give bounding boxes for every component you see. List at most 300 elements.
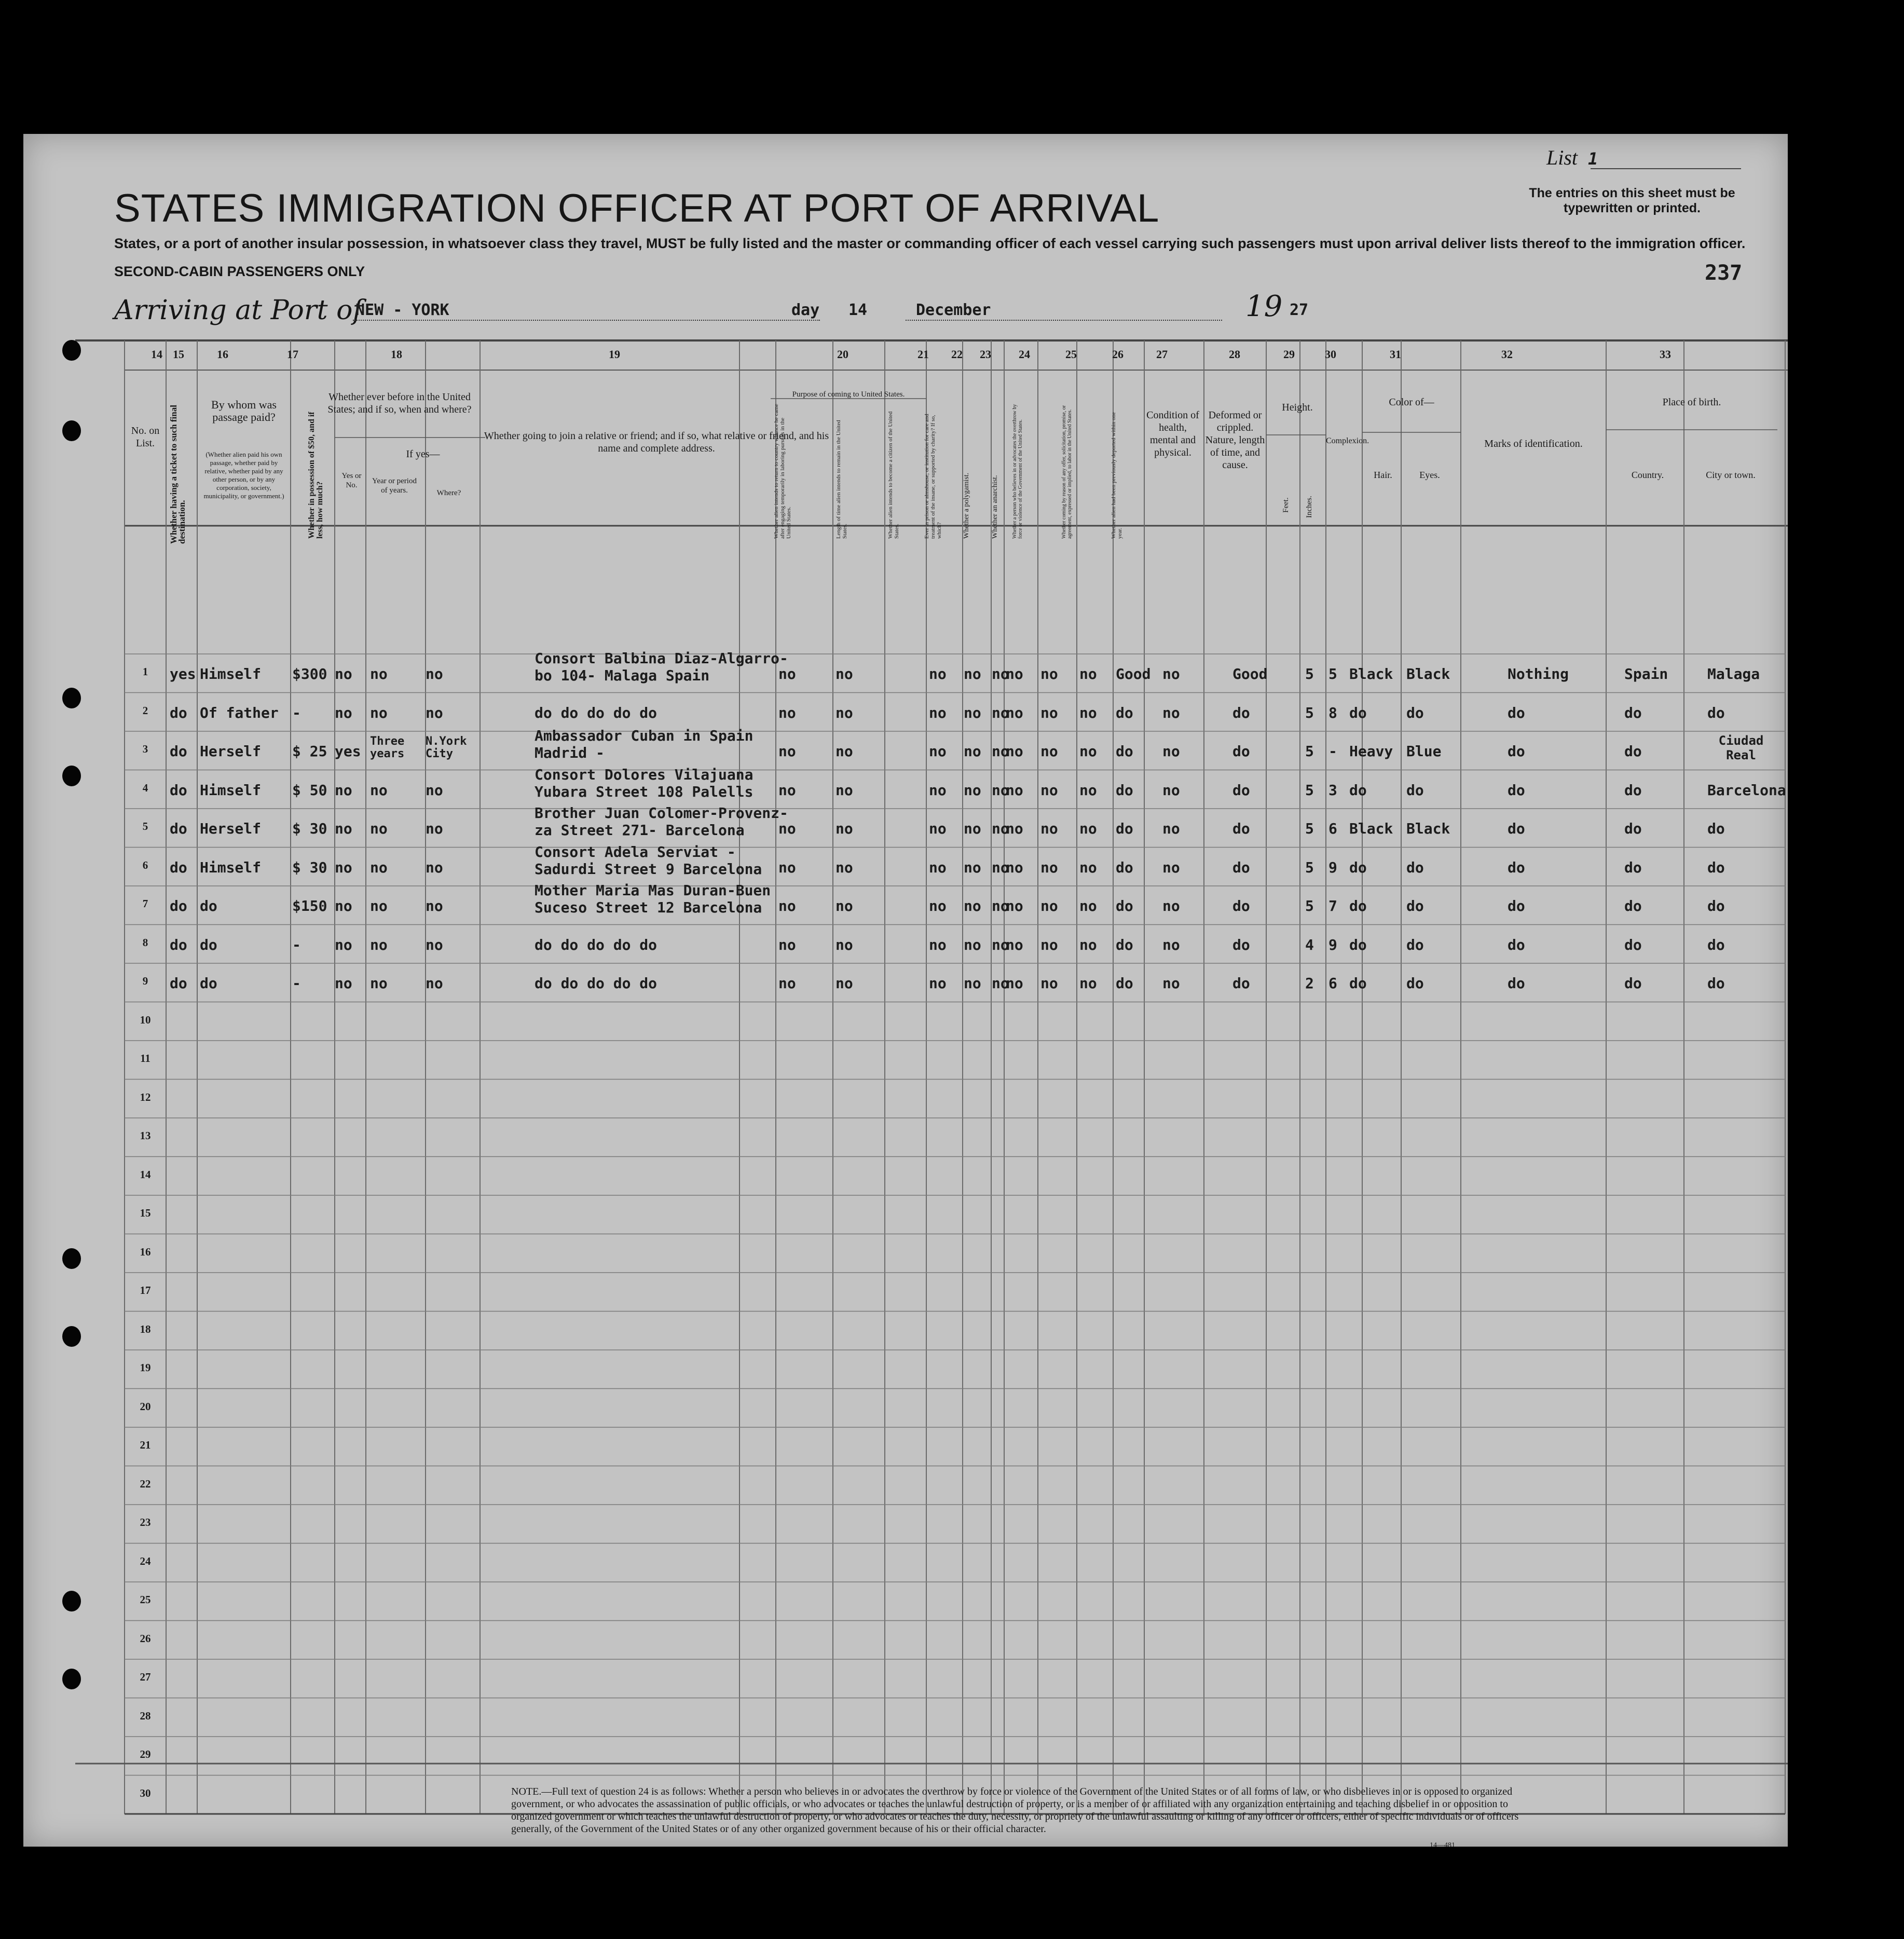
- cell-inches: 7: [1328, 897, 1337, 914]
- cell-hair: Black: [1349, 820, 1393, 837]
- col18-header: Whether ever before in the United States; and if so, when and where?: [327, 391, 472, 415]
- form-code: 14—481: [1430, 1841, 1455, 1847]
- cell-where: no: [426, 975, 443, 992]
- cell-join-line2: Yubara Street 108 Palells: [535, 783, 754, 800]
- cell-deformed: no: [1162, 781, 1180, 799]
- row-number: 15: [140, 1207, 151, 1219]
- cell-c20b: no: [835, 665, 853, 682]
- cell-marks: do: [1508, 704, 1525, 721]
- cell-money: -: [292, 704, 301, 721]
- row-number: 17: [140, 1284, 151, 1296]
- year-suffix: 27: [1290, 301, 1309, 319]
- cell-c20b: no: [835, 743, 853, 760]
- col33-country: Country.: [1631, 470, 1664, 480]
- list-number: 1: [1588, 149, 1598, 169]
- cell-before: no: [335, 704, 352, 721]
- col18-years: Year or period of years.: [372, 477, 417, 495]
- column-number: 17: [287, 348, 298, 361]
- cell-hair: do: [1349, 975, 1367, 992]
- cell-where: no: [426, 897, 443, 914]
- cell-inches: 5: [1328, 665, 1337, 682]
- cell-years: no: [370, 897, 388, 914]
- cell-feet: 5: [1305, 820, 1314, 837]
- cell-join-line1: Consort Balbina Diaz-Algarro-: [535, 650, 788, 667]
- col19-header: Whether going to join a relative or friend; and if so, what relative or friend, and his name and complete address.: [484, 430, 829, 454]
- cell-c20b: no: [835, 781, 853, 799]
- cell-hair: do: [1349, 936, 1367, 953]
- cell-paid: Himself: [200, 665, 262, 682]
- col26-header: Whether alien had been previously deported within one year.: [1111, 412, 1123, 539]
- row-number: 22: [140, 1477, 151, 1490]
- cell-before: no: [335, 858, 352, 876]
- col29-feet: Feet.: [1282, 497, 1290, 513]
- column-number: 31: [1390, 348, 1401, 361]
- column-number: 28: [1229, 348, 1240, 361]
- cell-feet: 5: [1305, 781, 1314, 799]
- cell-eyes: Black: [1406, 665, 1450, 682]
- cell-city: Barcelona: [1707, 781, 1786, 799]
- row-number: 28: [140, 1709, 151, 1722]
- cell-country: do: [1624, 781, 1642, 799]
- cell-c25: no: [1040, 975, 1058, 992]
- cell-before: no: [335, 665, 352, 682]
- cell-c20a: no: [778, 665, 796, 682]
- cell-join-line2: za Street 271- Barcelona: [535, 822, 745, 839]
- cell-deformed: no: [1162, 975, 1180, 992]
- cell-eyes: do: [1406, 897, 1424, 914]
- cell-city: do: [1707, 858, 1725, 876]
- column-number: 32: [1501, 348, 1513, 361]
- punch-hole: [62, 1591, 81, 1612]
- cell-country: do: [1624, 858, 1642, 876]
- cell-join-line2: Suceso Street 12 Barcelona: [535, 899, 762, 916]
- cell-country: do: [1624, 897, 1642, 914]
- cell-c22: no: [964, 820, 981, 837]
- page-title: STATES IMMIGRATION OFFICER AT PORT OF ARRIVAL: [114, 186, 1160, 230]
- cell-c25: no: [1040, 704, 1058, 721]
- cell-c25: no: [1040, 743, 1058, 760]
- cell-c26: no: [1079, 665, 1097, 682]
- col33-header: Place of birth.: [1662, 397, 1721, 408]
- row-number: 6: [142, 858, 148, 871]
- cell-c21: no: [929, 858, 947, 876]
- cell-ticket: do: [170, 781, 187, 799]
- cell-where: N.York City: [426, 735, 467, 760]
- cell-country: do: [1624, 820, 1642, 837]
- cell-join-line1: Consort Adela Serviat -: [535, 843, 736, 861]
- row-number: 7: [142, 897, 148, 910]
- cell-deformed: no: [1162, 743, 1180, 760]
- cell-c24: no: [1006, 743, 1023, 760]
- cell-c22: no: [964, 743, 981, 760]
- cell-before: no: [335, 781, 352, 799]
- cell-c21: no: [929, 665, 947, 682]
- cell-complexion: do: [1232, 858, 1250, 876]
- cell-years: no: [370, 820, 388, 837]
- cell-c26: no: [1079, 897, 1097, 914]
- cell-c21: no: [929, 781, 947, 799]
- cell-city: do: [1707, 897, 1725, 914]
- column-number: 22: [951, 348, 963, 361]
- cell-c22: no: [964, 665, 981, 682]
- row-number: 19: [140, 1361, 151, 1374]
- cell-before: no: [335, 820, 352, 837]
- cell-eyes: Black: [1406, 820, 1450, 837]
- column-number: 21: [917, 348, 929, 361]
- cell-c21: no: [929, 936, 947, 953]
- day-value: 14: [848, 301, 868, 319]
- cell-inches: 6: [1328, 820, 1337, 837]
- cell-years: no: [370, 704, 388, 721]
- cell-feet: 5: [1305, 665, 1314, 682]
- cell-complexion: do: [1232, 781, 1250, 799]
- punch-hole: [62, 1248, 81, 1269]
- cabin-label: SECOND-CABIN PASSENGERS ONLY: [114, 264, 365, 279]
- cell-years: no: [370, 781, 388, 799]
- cell-country: do: [1624, 975, 1642, 992]
- cell-c20b: no: [835, 975, 853, 992]
- cell-c22: no: [964, 897, 981, 914]
- cell-eyes: do: [1406, 704, 1424, 721]
- cell-join-line1: Ambassador Cuban in Spain: [535, 727, 754, 744]
- col28-header: Deformed or crippled. Nature, length of time, and cause.: [1205, 409, 1265, 471]
- cell-c24: no: [1006, 781, 1023, 799]
- cell-years: Three years: [370, 735, 405, 760]
- cell-eyes: do: [1406, 858, 1424, 876]
- cell-c24: no: [1006, 897, 1023, 914]
- cell-complexion: do: [1232, 936, 1250, 953]
- cell-c20b: no: [835, 820, 853, 837]
- cell-c26: no: [1079, 820, 1097, 837]
- cell-before: no: [335, 897, 352, 914]
- row-number: 21: [140, 1439, 151, 1451]
- column-number: 15: [173, 348, 184, 361]
- col16-header: By whom was passage paid?: [211, 398, 277, 424]
- cell-c25: no: [1040, 897, 1058, 914]
- cell-c26: no: [1079, 704, 1097, 721]
- cell-paid: Herself: [200, 820, 262, 837]
- cell-c25: no: [1040, 858, 1058, 876]
- cell-marks: do: [1508, 975, 1525, 992]
- cell-c22: no: [964, 858, 981, 876]
- cell-c24: no: [1006, 665, 1023, 682]
- cell-c23: no: [992, 897, 1009, 914]
- col18-yesno: Yes or No.: [341, 472, 362, 489]
- punch-hole: [62, 1326, 81, 1347]
- cell-feet: 4: [1305, 936, 1314, 953]
- col15-header: Whether having a ticket to such final destination.: [169, 405, 187, 544]
- page-subtitle: States, or a port of another insular possession, in whatsoever class they travel, MUST be fully listed and the master or commanding officer of each vessel carrying such passengers must upon arrival deliver lists thereof to the immigration officer.: [114, 236, 1746, 251]
- cell-c22: no: [964, 936, 981, 953]
- col18-ifyes: If yes—: [406, 448, 440, 460]
- cell-c25: no: [1040, 781, 1058, 799]
- col33-city: City or town.: [1706, 470, 1756, 480]
- footer-note: NOTE.—Full text of question 24 is as follows: Whether a person who believes in or advocates the overthrow by force or violence of the Government of the United States or of all forms of law, or who disbelieves in or is opposed to organized government, or who advocates the assassination of public officials, or who advocates or teaches the unlawful destruction of property, or is a member of or affiliated with any organization entertaining and teaching disbelief in or opposition to organized government or which teaches the unlawful destruction of property, or who advocates or teaches the duty, necessity, or propriety of the unlawful assaulting or killing of any officer or officers, either of specific individuals or of officers generally, of the Government of the United States or of any other organized government because of his or their official character.: [511, 1786, 1519, 1835]
- row-number: 16: [140, 1245, 151, 1258]
- row-number: 23: [140, 1516, 151, 1528]
- cell-c21: no: [929, 897, 947, 914]
- col29-inches: Inches.: [1305, 496, 1313, 518]
- cell-marks: do: [1508, 858, 1525, 876]
- cell-city: Ciudad Real: [1718, 733, 1764, 762]
- cell-eyes: Blue: [1406, 743, 1442, 760]
- cell-c22: no: [964, 781, 981, 799]
- month-value: December: [916, 301, 991, 319]
- column-number: 16: [217, 348, 228, 361]
- row-number: 11: [140, 1052, 150, 1064]
- cell-c20a: no: [778, 858, 796, 876]
- cell-join-line2: Sadurdi Street 9 Barcelona: [535, 860, 762, 878]
- cell-hair: Black: [1349, 665, 1393, 682]
- col20c-header: Whether alien intends to become a citizen of the United States.: [887, 411, 900, 539]
- cell-c24: no: [1006, 858, 1023, 876]
- cell-c20a: no: [778, 975, 796, 992]
- page-number: 237: [1705, 261, 1743, 285]
- cell-city: do: [1707, 975, 1725, 992]
- cell-money: $ 30: [292, 820, 327, 837]
- cell-country: do: [1624, 936, 1642, 953]
- row-number: 18: [140, 1322, 151, 1335]
- cell-eyes: do: [1406, 781, 1424, 799]
- cell-join-line2: bo 104- Malaga Spain: [535, 667, 710, 684]
- column-number: 24: [1019, 348, 1030, 361]
- cell-c24: no: [1006, 975, 1023, 992]
- cell-ticket: do: [170, 936, 187, 953]
- cell-ticket: yes: [170, 665, 196, 682]
- cell-before: no: [335, 936, 352, 953]
- cell-marks: do: [1508, 781, 1525, 799]
- cell-money: $300: [292, 665, 327, 682]
- punch-hole: [62, 420, 81, 441]
- cell-hair: Heavy: [1349, 743, 1393, 760]
- cell-c20a: no: [778, 743, 796, 760]
- cell-complexion: do: [1232, 820, 1250, 837]
- cell-inches: -: [1328, 743, 1337, 760]
- cell-ticket: do: [170, 820, 187, 837]
- cell-city: Malaga: [1707, 665, 1760, 682]
- cell-c20a: no: [778, 936, 796, 953]
- cell-marks: do: [1508, 743, 1525, 760]
- cell-c26: no: [1079, 858, 1097, 876]
- row-number: 5: [142, 820, 148, 832]
- col31-header: Color of—: [1389, 397, 1434, 408]
- cell-marks: Nothing: [1508, 665, 1569, 682]
- column-number: 29: [1283, 348, 1295, 361]
- column-number: 14: [151, 348, 162, 361]
- cell-health: do: [1116, 936, 1133, 953]
- cell-paid: Herself: [200, 743, 262, 760]
- cell-feet: 2: [1305, 975, 1314, 992]
- cell-health: Good: [1116, 665, 1151, 682]
- cell-years: no: [370, 975, 388, 992]
- cell-money: $ 25: [292, 743, 327, 760]
- column-number: 26: [1112, 348, 1124, 361]
- row-number: 30: [140, 1786, 151, 1799]
- cell-money: -: [292, 975, 301, 992]
- cell-deformed: no: [1162, 897, 1180, 914]
- col16-note: (Whether alien paid his own passage, whether paid by relative, whether paid by any other person, or by any corporation, society, municipality, or government.): [203, 450, 284, 500]
- arriving-label: Arriving at Port of: [114, 295, 363, 326]
- cell-country: Spain: [1624, 665, 1668, 682]
- cell-join-line1: do do do do do: [535, 704, 658, 721]
- punch-hole: [62, 1669, 81, 1689]
- row-number: 24: [140, 1554, 151, 1567]
- cell-join-line1: do do do do do: [535, 975, 658, 992]
- cell-paid: do: [200, 975, 217, 992]
- cell-health: do: [1116, 897, 1133, 914]
- manifest-sheet: [23, 134, 1788, 1847]
- row-number: 8: [142, 936, 148, 949]
- cell-feet: 5: [1305, 858, 1314, 876]
- cell-c21: no: [929, 704, 947, 721]
- cell-c26: no: [1079, 936, 1097, 953]
- cell-c23: no: [992, 704, 1009, 721]
- row-number: 2: [142, 704, 148, 717]
- cell-money: -: [292, 936, 301, 953]
- cell-c25: no: [1040, 665, 1058, 682]
- cell-c22: no: [964, 975, 981, 992]
- cell-health: do: [1116, 704, 1133, 721]
- col20a-header: Whether alien intends to return to country whence he came after engaging temporarily in laboring pursuits in the United States.: [773, 404, 792, 539]
- cell-c23: no: [992, 820, 1009, 837]
- day-label: day: [791, 301, 820, 319]
- cell-money: $150: [292, 897, 327, 914]
- cell-where: no: [426, 820, 443, 837]
- cell-hair: do: [1349, 781, 1367, 799]
- cell-join-line1: do do do do do: [535, 936, 658, 953]
- col29-header: Height.: [1282, 402, 1313, 413]
- cell-paid: Himself: [200, 858, 262, 876]
- typewritten-instruction: The entries on this sheet must be typewritten or printed.: [1529, 186, 1735, 215]
- cell-years: no: [370, 936, 388, 953]
- cell-where: no: [426, 704, 443, 721]
- cell-c21: no: [929, 975, 947, 992]
- cell-where: no: [426, 665, 443, 682]
- cell-c20a: no: [778, 820, 796, 837]
- cell-health: do: [1116, 858, 1133, 876]
- cell-c20a: no: [778, 704, 796, 721]
- cell-deformed: no: [1162, 858, 1180, 876]
- cell-c20b: no: [835, 858, 853, 876]
- cell-c24: no: [1006, 820, 1023, 837]
- cell-c24: no: [1006, 936, 1023, 953]
- punch-hole: [62, 688, 81, 708]
- row-number: 26: [140, 1632, 151, 1645]
- cell-ticket: do: [170, 743, 187, 760]
- cell-c23: no: [992, 665, 1009, 682]
- row-number: 10: [140, 1013, 151, 1026]
- cell-ticket: do: [170, 897, 187, 914]
- cell-eyes: do: [1406, 936, 1424, 953]
- cell-feet: 5: [1305, 704, 1314, 721]
- cell-country: do: [1624, 704, 1642, 721]
- col18-where: Where?: [436, 489, 461, 497]
- cell-c25: no: [1040, 820, 1058, 837]
- cell-inches: 6: [1328, 975, 1337, 992]
- cell-join-line1: Mother Maria Mas Duran-Buen: [535, 882, 771, 899]
- col20-header: Purpose of coming to United States.: [792, 390, 905, 399]
- col20b-header: Length of time alien intends to remain in the United States.: [835, 420, 848, 539]
- cell-ticket: do: [170, 858, 187, 876]
- column-number: 19: [609, 348, 620, 361]
- cell-ticket: do: [170, 704, 187, 721]
- row-number: 12: [140, 1090, 151, 1103]
- cell-marks: do: [1508, 936, 1525, 953]
- cell-where: no: [426, 781, 443, 799]
- cell-money: $ 30: [292, 858, 327, 876]
- col31-hair: Hair.: [1374, 470, 1392, 480]
- cell-c24: no: [1006, 704, 1023, 721]
- punch-hole: [62, 766, 81, 786]
- column-number: 18: [391, 348, 402, 361]
- cell-complexion: do: [1232, 975, 1250, 992]
- cell-complexion: do: [1232, 704, 1250, 721]
- col22-header: Whether a polygamist.: [963, 472, 970, 539]
- col14-header: No. on List.: [131, 425, 160, 449]
- col24-header: Whether a person who believes in or advocates the overthrow by force or violence of the Government of the United States.: [1012, 404, 1023, 539]
- cell-health: do: [1116, 781, 1133, 799]
- cell-city: do: [1707, 704, 1725, 721]
- cell-deformed: no: [1162, 820, 1180, 837]
- cell-join-line2: Madrid -: [535, 744, 605, 761]
- cell-health: do: [1116, 975, 1133, 992]
- col31-eyes: Eyes.: [1419, 470, 1440, 480]
- cell-country: do: [1624, 743, 1642, 760]
- column-number: 33: [1660, 348, 1671, 361]
- cell-feet: 5: [1305, 897, 1314, 914]
- cell-health: do: [1116, 743, 1133, 760]
- col21-header: Ever in prison or almshouse, or institution for care and treatment of the insane, or supported by charity? If so, which?: [924, 414, 942, 539]
- cell-deformed: no: [1162, 704, 1180, 721]
- year-prefix: 19: [1245, 290, 1283, 323]
- cell-city: do: [1707, 820, 1725, 837]
- col23-header: Whether an anarchist.: [991, 475, 999, 539]
- cell-join-line1: Consort Dolores Vilajuana: [535, 766, 754, 783]
- cell-deformed: no: [1162, 936, 1180, 953]
- cell-marks: do: [1508, 897, 1525, 914]
- row-number: 4: [142, 781, 148, 794]
- row-number: 14: [140, 1168, 151, 1181]
- col27-header: Condition of health, mental and physical.: [1146, 409, 1199, 458]
- column-number: 27: [1156, 348, 1168, 361]
- column-number: 30: [1325, 348, 1336, 361]
- cell-city: do: [1707, 936, 1725, 953]
- cell-c20a: no: [778, 781, 796, 799]
- cell-c20a: no: [778, 897, 796, 914]
- cell-complexion: Good: [1232, 665, 1268, 682]
- cell-c20b: no: [835, 936, 853, 953]
- cell-c23: no: [992, 781, 1009, 799]
- cell-c23: no: [992, 975, 1009, 992]
- cell-feet: 5: [1305, 743, 1314, 760]
- cell-deformed: no: [1162, 665, 1180, 682]
- cell-where: no: [426, 858, 443, 876]
- cell-marks: do: [1508, 820, 1525, 837]
- col32-header: Marks of identification.: [1484, 438, 1583, 449]
- cell-c23: no: [992, 936, 1009, 953]
- cell-inches: 8: [1328, 704, 1337, 721]
- col17-header: Whether in possession of $50, and if less, how much?: [307, 412, 324, 539]
- cell-where: no: [426, 936, 443, 953]
- list-label-text: List: [1546, 146, 1578, 169]
- column-number: 25: [1065, 348, 1077, 361]
- cell-inches: 3: [1328, 781, 1337, 799]
- column-number: 23: [980, 348, 991, 361]
- row-number: 3: [142, 743, 148, 755]
- cell-hair: do: [1349, 858, 1367, 876]
- cell-c20b: no: [835, 704, 853, 721]
- cell-before: yes: [335, 743, 361, 760]
